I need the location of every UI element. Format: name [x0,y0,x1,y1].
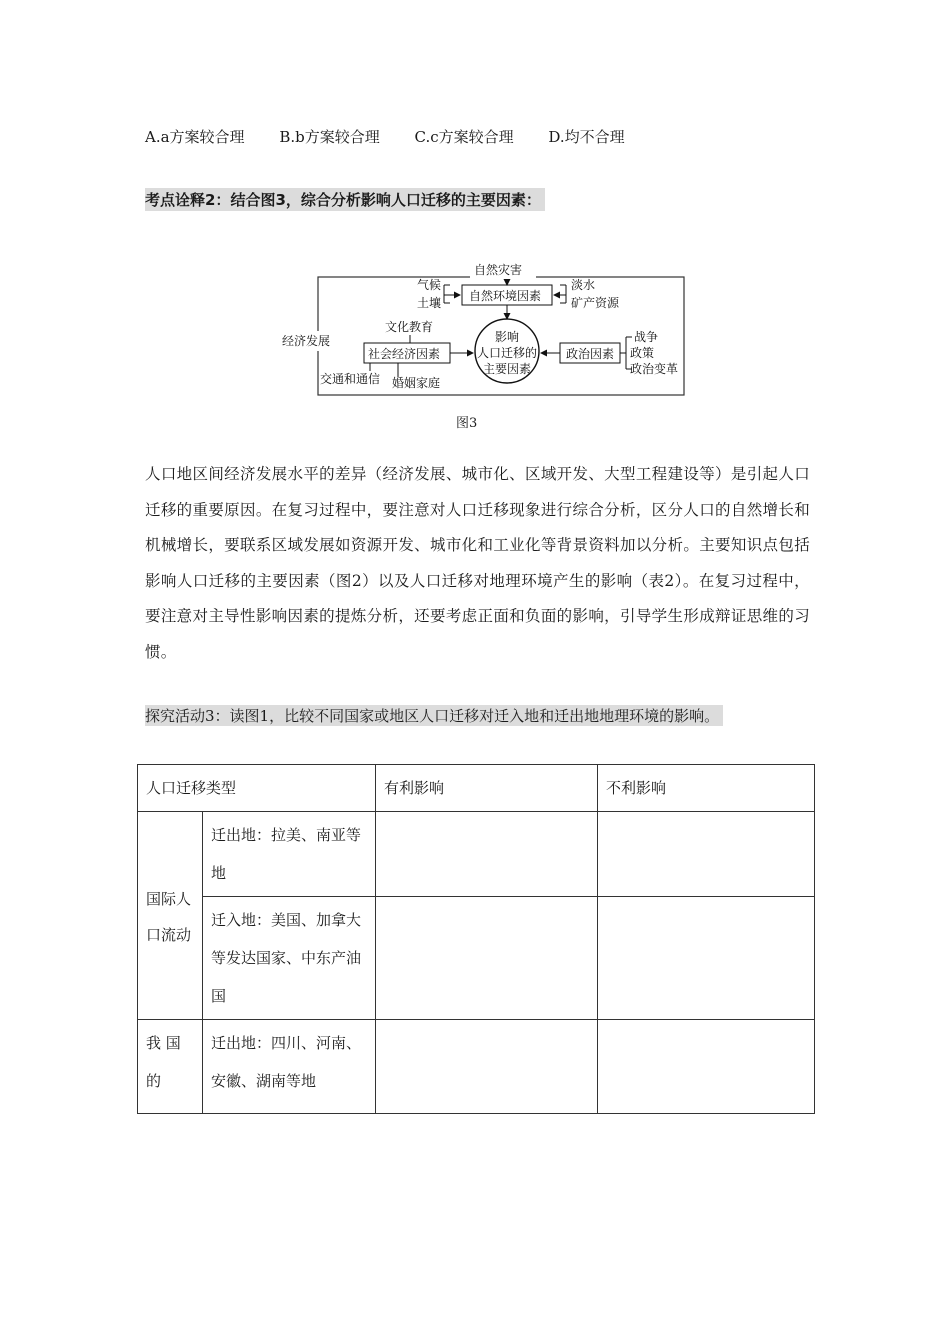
minerals-label: 矿产资源 [571,296,620,310]
answer-options [145,126,655,147]
option-b: B.b方案较合理 [279,128,380,146]
war-label: 战争 [634,330,659,344]
body-paragraph: 人口地区间经济发展水平的差异（经济发展、城市化、区域开发、大型工程建设等）是引起人口迁移的重要原因。在复习过程中，要注意对人口迁移现象进行综合分析，区分人口的自然增长和机械增长，要联系区域发展如资源开发、城市化和工业化等背景资料加以分析。主要知识点包括影响人口迁移的主要因素（图2）以及人口迁移对地理环境产生的影响（表2）。在复习过程中，要注意对主导性影响因素的提炼分析，还要考虑正面和负面的影响，引导学生形成辩证思维的习惯。 [145,465,810,661]
policy-label: 政策 [630,346,655,360]
marriage-label: 婚姻家庭 [392,376,441,390]
table-row [138,1020,815,1114]
table-header-row [138,765,815,812]
option-a: A.a方案较合理 [145,128,245,146]
cell-negative-3[interactable] [598,1020,815,1114]
option-d: D.均不合理 [548,128,625,146]
row-emigration-international: 迁出地：拉美、南亚等地 [203,812,376,897]
migration-factors-diagram [270,255,690,405]
header-type: 人口迁移类型 [138,765,376,812]
social-economic-label: 社会经济因素 [368,347,441,361]
center-line-3: 主要因素 [483,362,532,376]
natural-factors-label: 自然环境因素 [469,289,542,303]
political-change-label: 政治变革 [630,362,679,376]
center-line-2: 人口迁移的 [477,346,538,360]
header-negative: 不利影响 [598,765,815,812]
cell-negative-1[interactable] [598,812,815,897]
header-positive: 有利影响 [376,765,598,812]
freshwater-label: 淡水 [571,278,596,292]
transport-label: 交通和通信 [320,372,381,386]
figure-caption: 图3 [456,416,478,431]
activity-prompt: 探究活动3：读图1，比较不同国家或地区人口迁移对迁入地和迁出地地理环境的影响。 [145,705,723,726]
economic-development-label: 经济发展 [282,334,331,348]
group-china: 我 国的 [138,1020,203,1114]
cell-negative-2[interactable] [598,897,815,1020]
climate-label: 气候 [417,278,442,292]
cell-positive-1[interactable] [376,812,598,897]
table-row [138,812,815,897]
row-emigration-china: 迁出地：四川、河南、安徽、湖南等地 [203,1020,376,1114]
cell-positive-2[interactable] [376,897,598,1020]
section-heading: 考点诠释2：结合图3，综合分析影响人口迁移的主要因素： [145,188,545,211]
cell-positive-3[interactable] [376,1020,598,1114]
center-line-1: 影响 [495,330,520,344]
migration-impact-table [137,764,815,1114]
option-c: C.c方案较合理 [414,128,514,146]
table-row [138,897,815,1020]
education-label: 文化教育 [385,320,434,334]
group-international: 国际人口流动 [138,812,203,1020]
political-label: 政治因素 [566,347,615,361]
natural-disaster-label: 自然灾害 [474,263,523,277]
row-immigration-international: 迁入地：美国、加拿大等发达国家、中东产油国 [203,897,376,1020]
soil-label: 土壤 [417,296,442,310]
